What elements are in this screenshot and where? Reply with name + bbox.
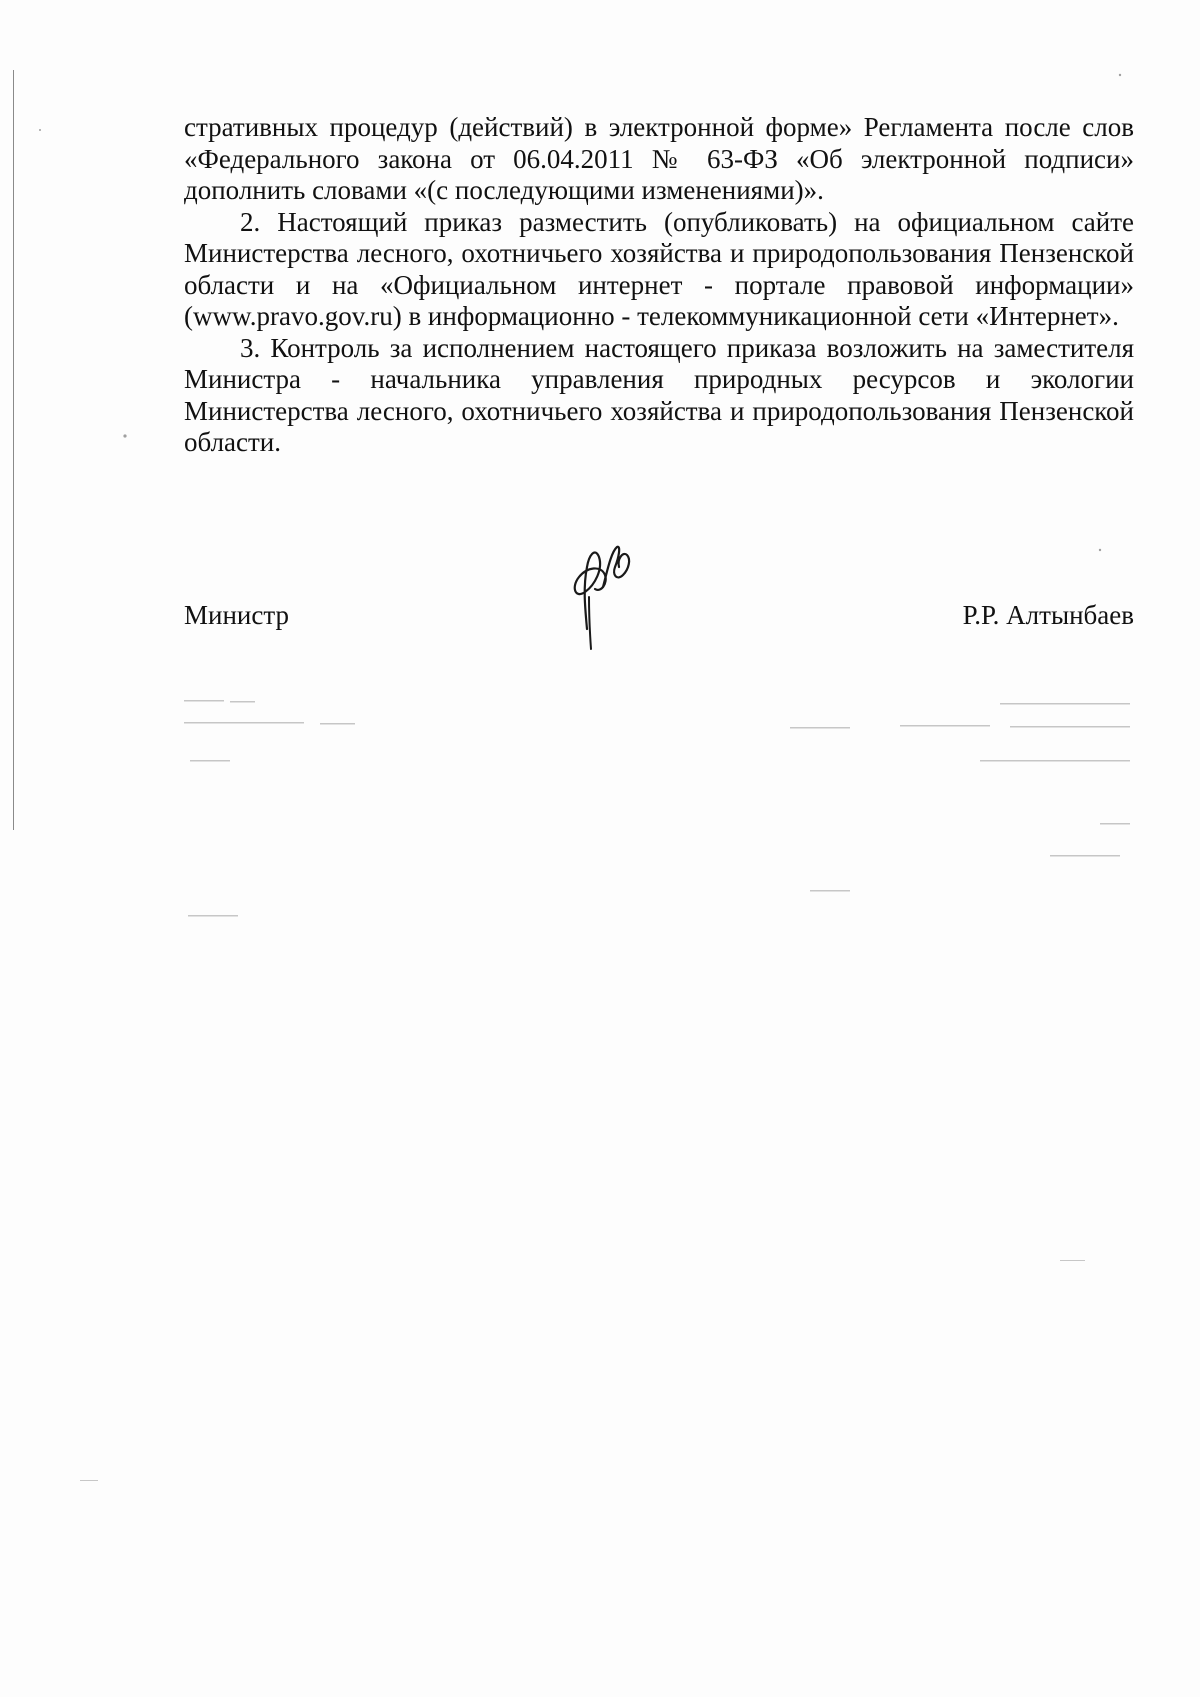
paragraph-continuation-text: ративных процедур (действий) в электронной форме» Регламента после слов «Федерального закона от 06.04.2011 № 63-ФЗ «Об электронной подписи» дополнить словами «(с последующими изменениями)».: [184, 112, 1134, 205]
signatory-name: Р.Р. Алтынбаев: [962, 600, 1134, 630]
paragraph-continuation: [184, 112, 1134, 207]
item-3-paragraph: 3. Контроль за исполнением настоящего приказа возложить на заместителя Министра - начальника управления природных ресурсов и экологии Министерства лесного, охотничьего хозяйства и природопользования Пензенской области.: [184, 332, 1134, 457]
item-2-paragraph: 2. Настоящий приказ разместить (опубликовать) на официальном сайте Министерства лесного, охотничьего хозяйства и природопользования Пензенской области и на «Официальном интернет - портале правовой информации» (www.pravo.gov.ru) в информационно - телекоммуникационной сети «Интернет».: [184, 206, 1134, 331]
document-body: [184, 112, 1134, 459]
paragraph-continuation-prefix: ст: [184, 112, 209, 142]
signatory-title: Министр: [184, 600, 289, 630]
scan-edge-line: [13, 70, 14, 830]
signature-block: [184, 600, 1134, 640]
